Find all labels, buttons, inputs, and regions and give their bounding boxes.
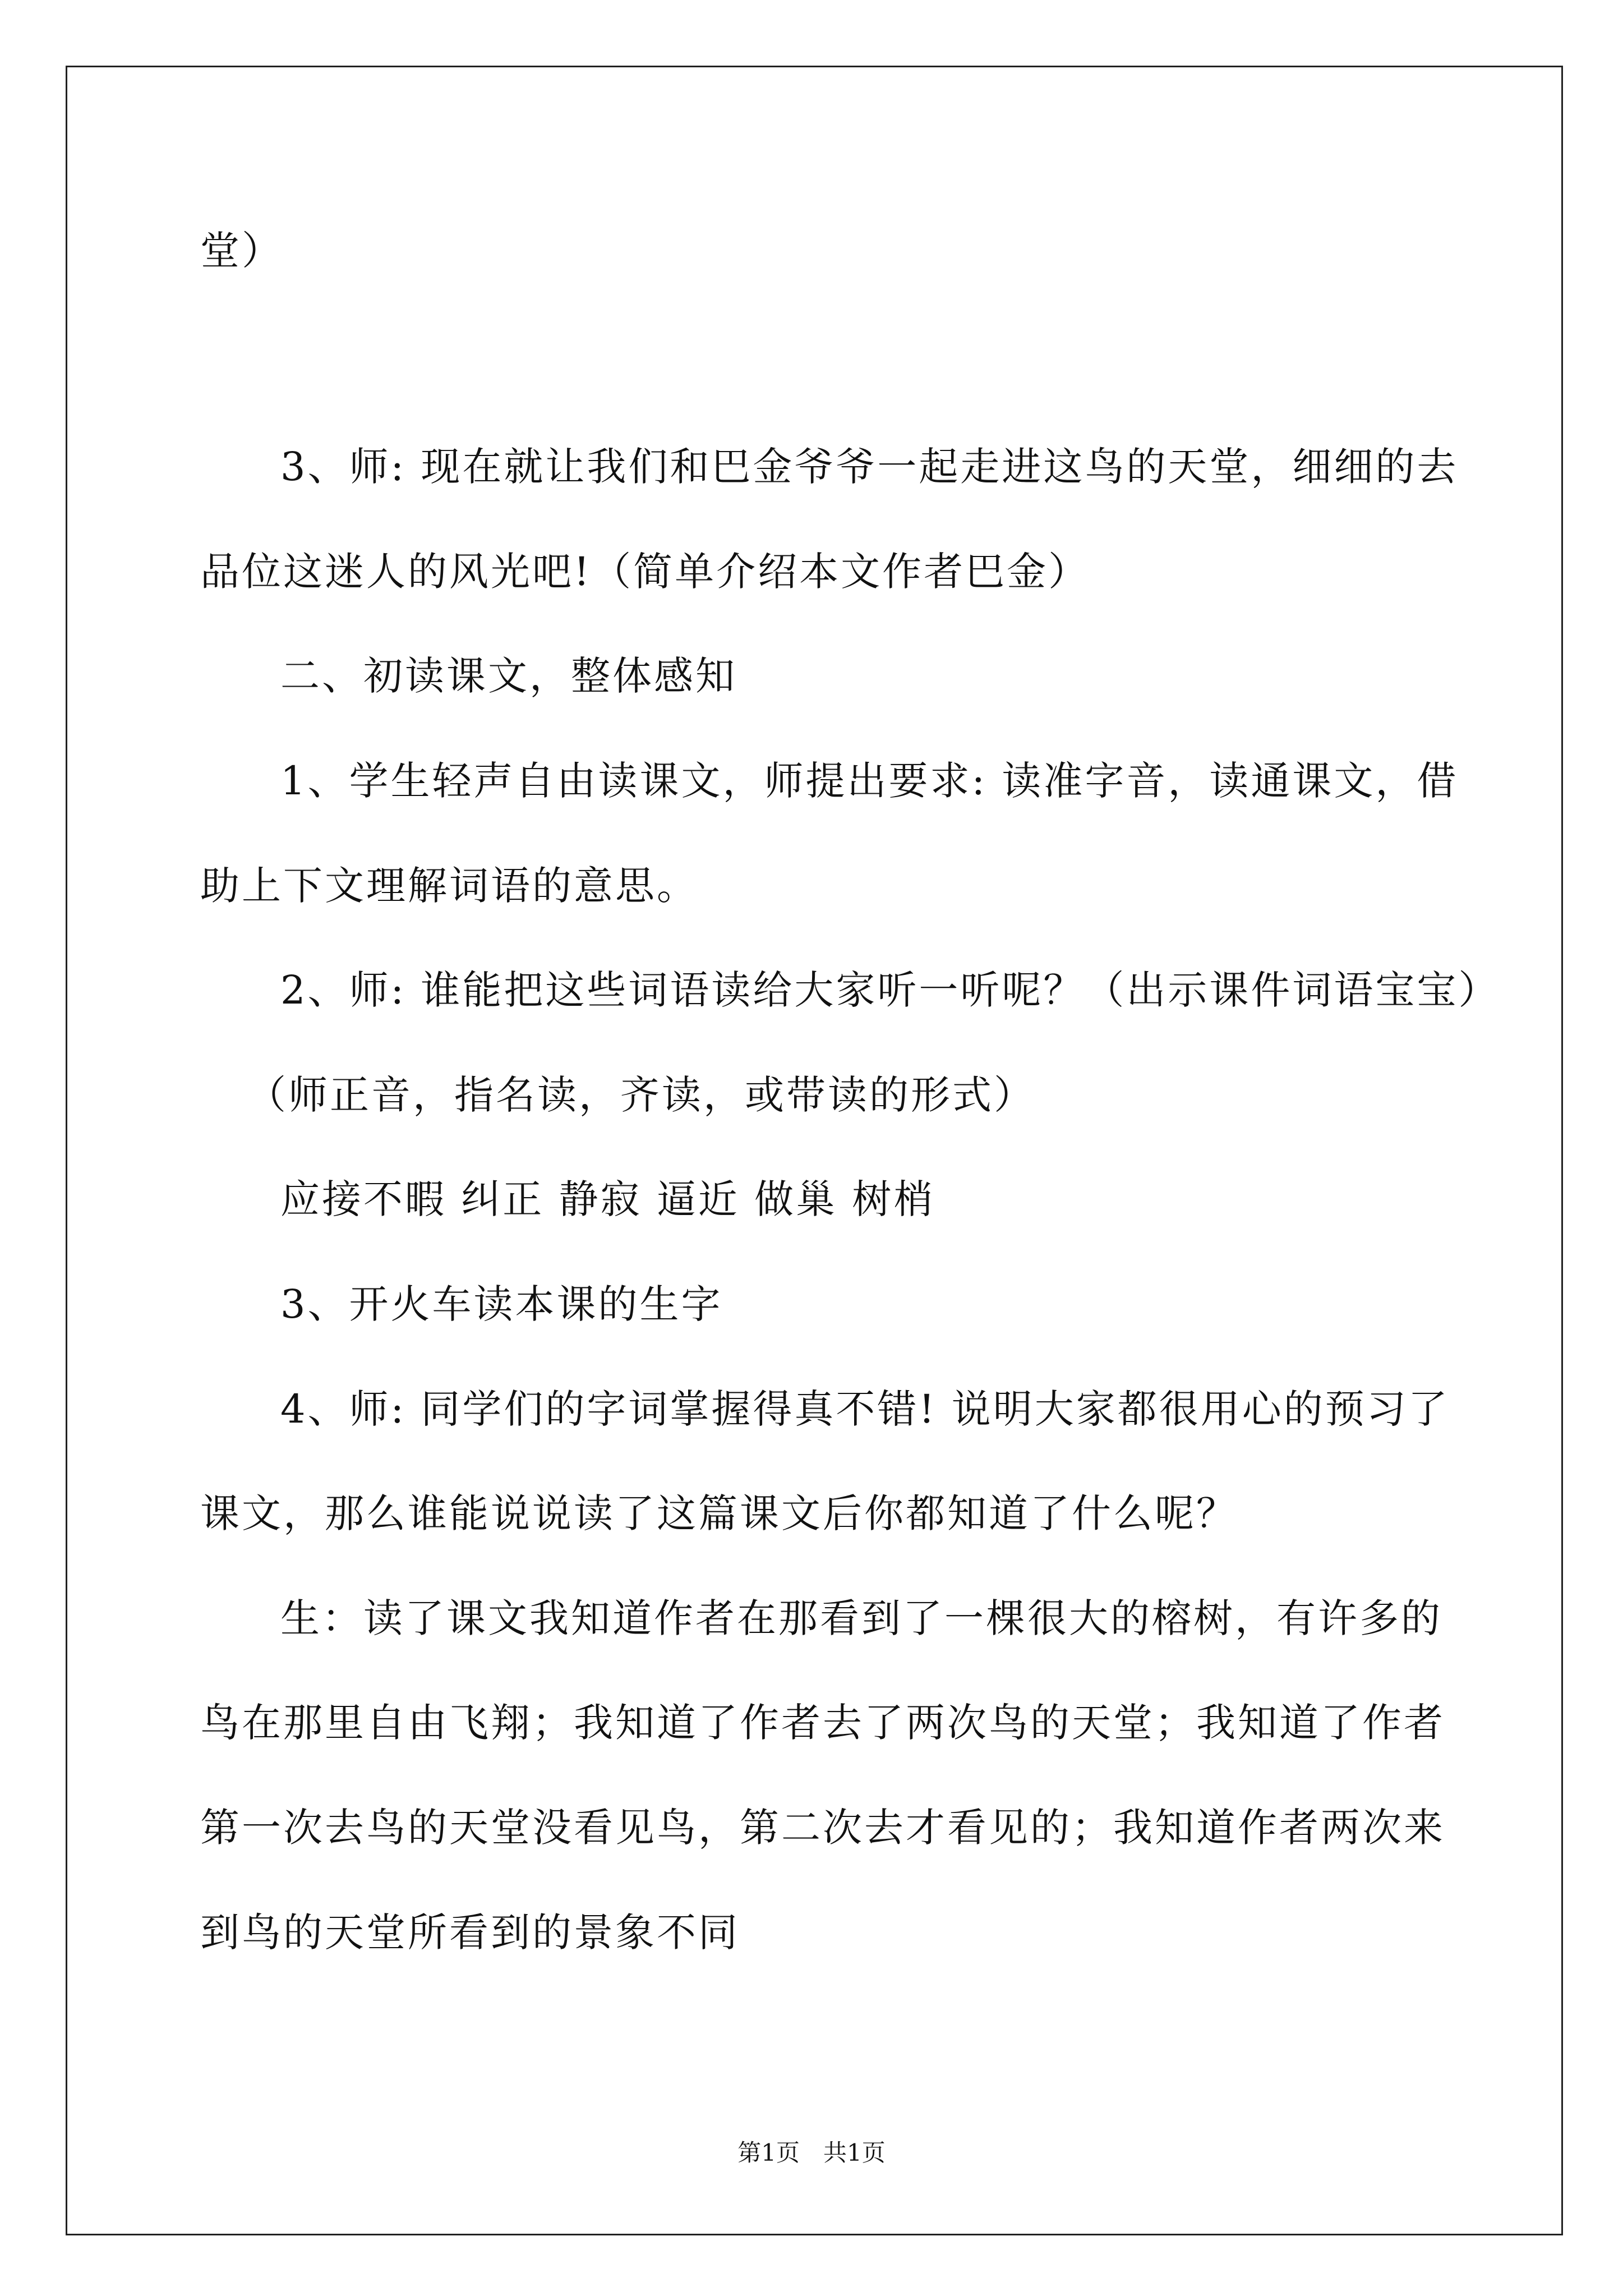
text-line-5: 1、学生轻声自由读课文，师提出要求: 读准字音，读通课文，借: [280, 758, 1459, 804]
text-line-15: 第一次去鸟的天堂没看见鸟，第二次去才看见的；我知道作者两次来: [200, 1805, 1445, 1851]
text-line-11: 4、师: 同学们的字词掌握得真不错! 说明大家都很用心的预习了: [280, 1386, 1450, 1432]
text-line-7: 2、师: 谁能把这些词语读给大家听一听呢？（出示课件词语宝宝）: [280, 967, 1500, 1013]
text-line-8: （师正音，指名读，齐读，或带读的形式）: [247, 1072, 1035, 1118]
text-line-6: 助上下文理解词语的意思。: [200, 863, 698, 909]
section-heading: 二、初读课文，整体感知: [280, 653, 737, 699]
word-list: 应接不暇 纠正 静寂 逼近 做巢 树梢: [280, 1176, 935, 1222]
text-line-12: 课文，那么谁能说说读了这篇课文后你都知道了什么呢？: [200, 1490, 1238, 1536]
text-line-16: 到鸟的天堂所看到的景象不同: [200, 1910, 740, 1955]
text-line-2: 3、师: 现在就让我们和巴金爷爷一起走进这鸟的天堂，细细的去: [280, 444, 1459, 490]
text-line-3: 品位这迷人的风光吧!（简单介绍本文作者巴金）: [200, 549, 1090, 595]
text-line-13: 生：读了课文我知道作者在那看到了一棵很大的榕树，有许多的: [280, 1595, 1442, 1641]
text-line-10: 3、开火车读本课的生字: [280, 1281, 723, 1327]
page-number-footer: 第1页 共1页: [737, 2139, 886, 2166]
text-line-1: 堂）: [200, 228, 283, 274]
text-line-14: 鸟在那里自由飞翔；我知道了作者去了两次鸟的天堂；我知道了作者: [200, 1700, 1445, 1746]
